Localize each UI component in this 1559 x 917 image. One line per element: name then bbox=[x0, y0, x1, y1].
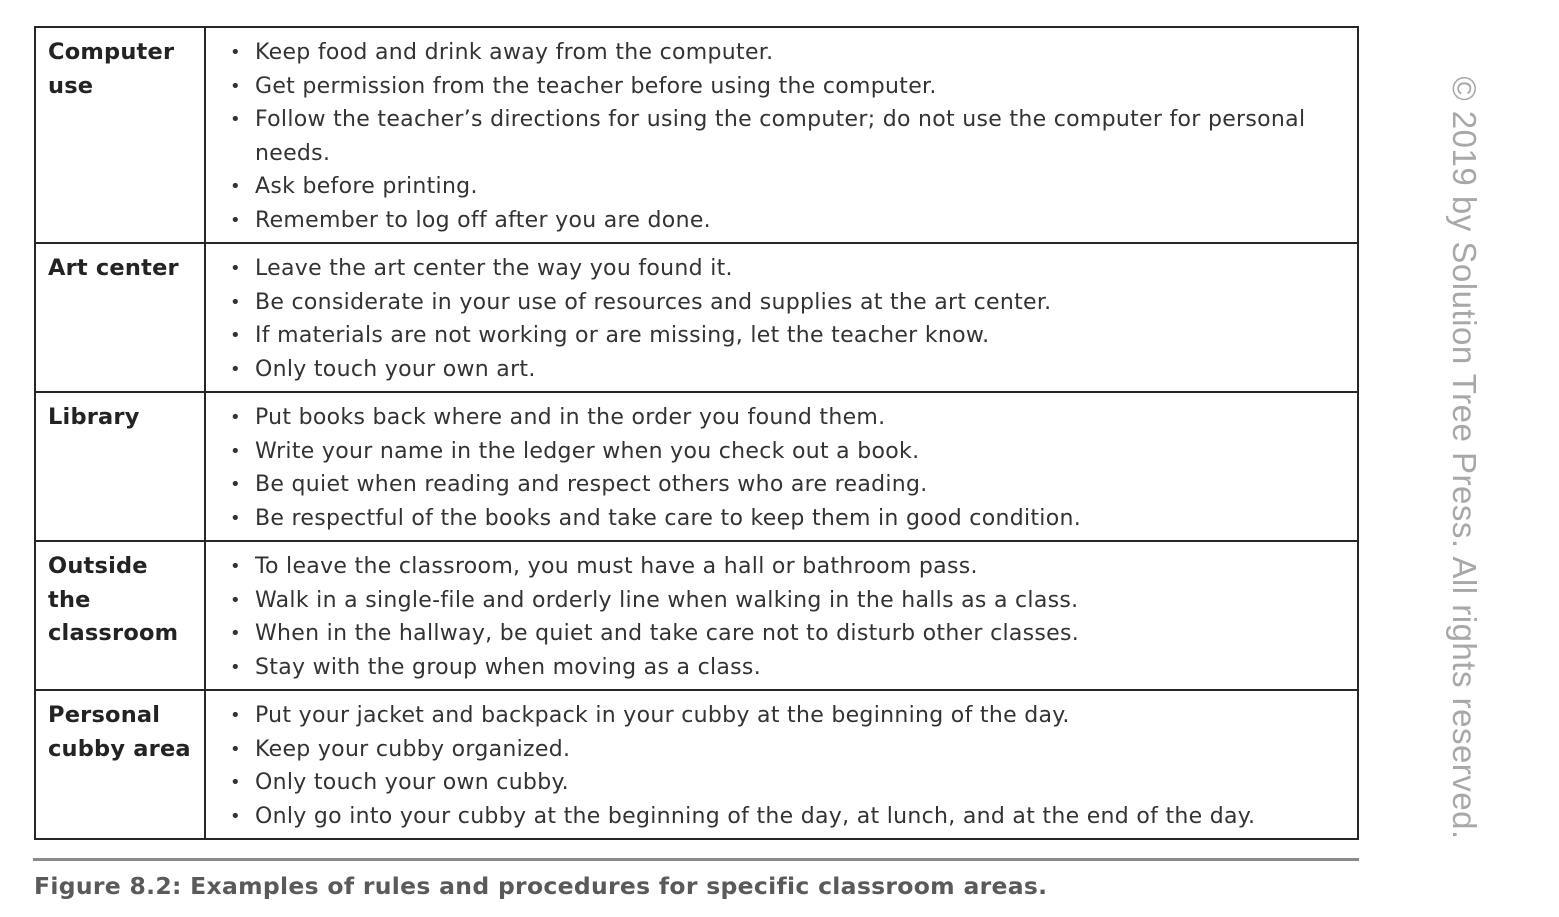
rule-item bbox=[206, 766, 1337, 800]
bullet-icon: • bbox=[230, 325, 241, 346]
bullet-icon: • bbox=[230, 358, 241, 380]
figure-caption: Figure 8.2: Examples of rules and procedures for specific classroom areas. bbox=[34, 872, 1048, 900]
table-row bbox=[35, 392, 1358, 541]
area-cell bbox=[35, 392, 205, 541]
rule-item bbox=[206, 617, 1337, 651]
rule-text: Keep your cubby organized. bbox=[255, 736, 571, 762]
rule-text: When in the hallway, be quiet and take care not to disturb other classes. bbox=[255, 621, 1080, 646]
rule-item bbox=[206, 435, 1337, 469]
area-name: Library bbox=[48, 404, 140, 430]
bullet-icon: • bbox=[230, 209, 241, 231]
rule-item bbox=[206, 286, 1337, 320]
bullet-icon: • bbox=[230, 75, 241, 97]
bullet-icon: • bbox=[230, 440, 241, 462]
rule-list bbox=[206, 252, 1337, 386]
area-cell bbox=[35, 690, 205, 839]
rule-item bbox=[206, 170, 1337, 204]
table-row bbox=[35, 243, 1358, 392]
rules-cell bbox=[205, 27, 1358, 243]
copyright-notice: © 2019 by Solution Tree Press. All rights reserved. bbox=[1446, 76, 1483, 840]
area-name: Art center bbox=[48, 255, 179, 281]
rule-text: Only touch your own art. bbox=[255, 356, 536, 382]
rule-item bbox=[206, 319, 1337, 353]
rules-table bbox=[34, 26, 1359, 840]
rule-text: Walk in a single-file and orderly line when walking in the halls as a class. bbox=[255, 587, 1079, 613]
rules-cell bbox=[205, 541, 1358, 690]
bullet-icon: • bbox=[230, 109, 241, 130]
rule-item bbox=[206, 733, 1337, 767]
bullet-icon: • bbox=[230, 176, 241, 197]
bullet-icon: • bbox=[230, 291, 241, 313]
bullet-icon: • bbox=[230, 589, 241, 611]
table-row bbox=[35, 27, 1358, 243]
rule-text: Stay with the group when moving as a class. bbox=[255, 654, 761, 680]
rule-item bbox=[206, 353, 1337, 387]
area-name: Computer use bbox=[48, 39, 175, 99]
rules-cell bbox=[205, 690, 1358, 839]
caption-divider bbox=[33, 858, 1359, 861]
bullet-icon: • bbox=[230, 623, 241, 644]
table-row bbox=[35, 541, 1358, 690]
bullet-icon: • bbox=[230, 407, 241, 428]
rule-item bbox=[206, 699, 1337, 733]
rule-item bbox=[206, 401, 1337, 435]
rule-list bbox=[206, 36, 1337, 237]
rule-item bbox=[206, 70, 1337, 104]
rule-list bbox=[206, 550, 1337, 684]
rule-text: Keep food and drink away from the computer. bbox=[255, 40, 774, 65]
bullet-icon: • bbox=[230, 805, 241, 827]
rule-text: Remember to log off after you are done. bbox=[255, 207, 711, 233]
rule-text: Only touch your own cubby. bbox=[255, 770, 569, 795]
rules-table-body bbox=[35, 27, 1358, 839]
rule-text: Leave the art center the way you found it. bbox=[255, 256, 733, 281]
rule-text: Be considerate in your use of resources and supplies at the art center. bbox=[255, 289, 1052, 315]
area-name: Outside the classroom bbox=[48, 553, 179, 646]
rule-text: If materials are not working or are missing, let the teacher know. bbox=[255, 323, 990, 348]
rule-item bbox=[206, 584, 1337, 618]
area-cell bbox=[35, 541, 205, 690]
rule-text: Be respectful of the books and take care to keep them in good condition. bbox=[255, 505, 1082, 531]
rule-item bbox=[206, 36, 1337, 70]
bullet-icon: • bbox=[230, 656, 241, 678]
area-name: Personal cubby area bbox=[48, 702, 191, 762]
bullet-icon: • bbox=[230, 738, 241, 760]
rule-text: Only go into your cubby at the beginning of the day, at lunch, and at the end of the day. bbox=[255, 803, 1256, 829]
rule-text: Put your jacket and backpack in your cubby at the beginning of the day. bbox=[255, 703, 1070, 728]
bullet-icon: • bbox=[230, 705, 241, 726]
rule-item bbox=[206, 651, 1337, 685]
rules-cell bbox=[205, 243, 1358, 392]
rule-text: To leave the classroom, you must have a hall or bathroom pass. bbox=[255, 554, 978, 579]
bullet-icon: • bbox=[230, 772, 241, 793]
rule-item bbox=[206, 252, 1337, 286]
rule-item bbox=[206, 103, 1337, 170]
rule-list bbox=[206, 401, 1337, 535]
table-row bbox=[35, 690, 1358, 839]
bullet-icon: • bbox=[230, 507, 241, 529]
rule-item bbox=[206, 468, 1337, 502]
rule-item bbox=[206, 550, 1337, 584]
bullet-icon: • bbox=[230, 42, 241, 63]
rule-text: Be quiet when reading and respect others who are reading. bbox=[255, 472, 928, 497]
area-cell bbox=[35, 27, 205, 243]
rule-text: Put books back where and in the order you found them. bbox=[255, 405, 886, 430]
rule-text: Ask before printing. bbox=[255, 174, 478, 199]
rule-text: Follow the teacher’s directions for using the computer; do not use the computer for personal needs. bbox=[255, 107, 1306, 166]
rules-cell bbox=[205, 392, 1358, 541]
area-cell bbox=[35, 243, 205, 392]
rule-text: Write your name in the ledger when you check out a book. bbox=[255, 438, 920, 464]
rule-text: Get permission from the teacher before using the computer. bbox=[255, 73, 937, 99]
rule-item bbox=[206, 204, 1337, 238]
bullet-icon: • bbox=[230, 556, 241, 577]
bullet-icon: • bbox=[230, 258, 241, 279]
rule-item bbox=[206, 502, 1337, 536]
bullet-icon: • bbox=[230, 474, 241, 495]
rule-item bbox=[206, 800, 1337, 834]
rule-list bbox=[206, 699, 1337, 833]
